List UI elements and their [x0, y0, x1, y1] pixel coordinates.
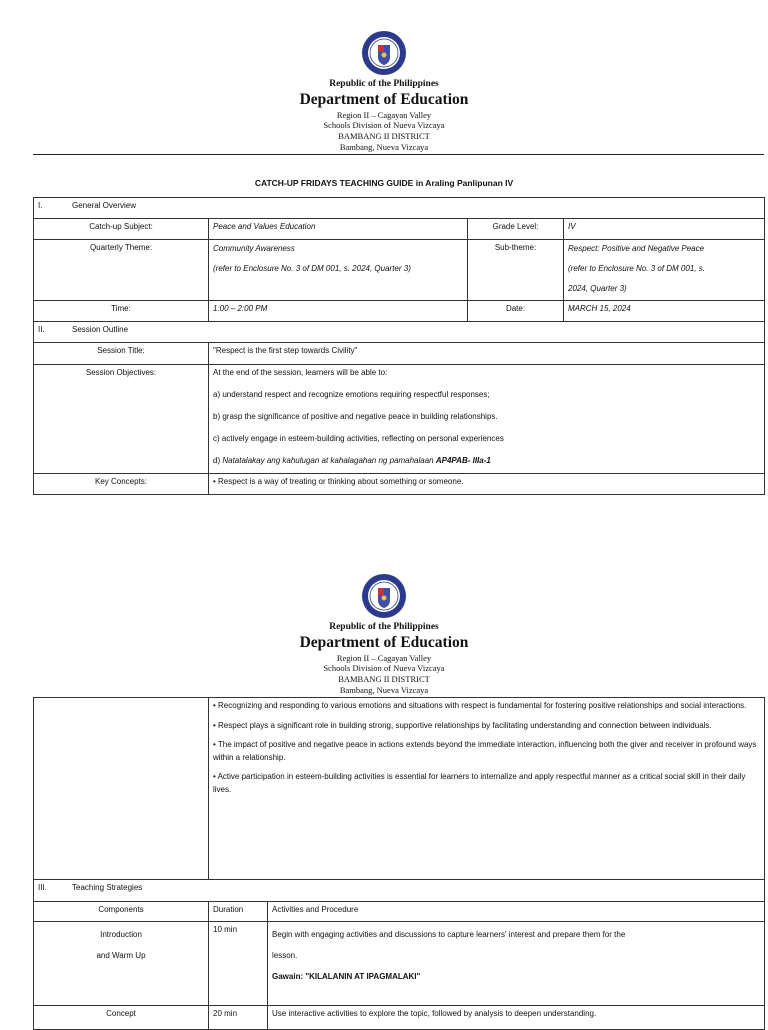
- section-header: [34, 322, 765, 343]
- district-line: BAMBANG II DISTRICT: [338, 131, 430, 141]
- objective-c: c) actively engage in esteem-building activities, reflecting on personal experiences: [213, 434, 504, 443]
- division-line: Schools Division of Nueva Vizcaya: [323, 120, 445, 130]
- time-value: 1:00 – 2:00 PM: [209, 301, 468, 322]
- location-line: Bambang, Nueva Vizcaya: [339, 142, 429, 152]
- section-title: General Overview: [72, 201, 137, 210]
- region-line: Region II – Cagayan Valley: [336, 110, 432, 120]
- intro-component-line-2: and Warm Up: [96, 951, 146, 960]
- deped-seal-icon: [361, 573, 407, 619]
- header-divider: [33, 154, 764, 155]
- grade-value: IV: [564, 219, 765, 240]
- key-concept-3: • Respect plays a significant role in building strong, supportive relationships by facilitating understanding and connection between individuals.: [213, 720, 712, 730]
- key-concept-4: • The impact of positive and negative peace in actions extends beyond the immediate interaction, influencing both the giver and receiver in profound ways within a relationship.: [213, 740, 757, 762]
- section-number: II.: [38, 325, 45, 334]
- key-concept-1: • Respect is a way of treating or thinking about something or someone.: [209, 474, 765, 495]
- section-title: Session Outline: [72, 325, 129, 334]
- intro-component: [34, 922, 209, 1006]
- republic-line: Republic of the Philippines: [329, 622, 439, 632]
- objective-b: b) grasp the significance of positive and negative peace in building relationships.: [213, 412, 498, 421]
- deped-seal-icon: [361, 30, 407, 76]
- date-label: Date:: [468, 301, 564, 322]
- key-concept-2: • Recognizing and responding to various emotions and situations with respect is fundamental for fostering positive relationships and social interactions.: [213, 701, 747, 710]
- objective-d-code: AP4PAB- IIIa-1: [435, 456, 491, 465]
- objective-d-text: Natatalakay ang kahulugan at kahalagahan ng pamahalaan: [222, 456, 434, 465]
- key-concepts-cell: [209, 698, 765, 880]
- duration-header: Duration: [209, 902, 268, 922]
- intro-activity-line-1: Begin with engaging activities and discussions to capture learners' interest and prepare them for the: [272, 930, 626, 939]
- objective-d-prefix: d): [213, 456, 223, 465]
- grade-label: Grade Level:: [468, 219, 564, 240]
- department-title: Department of Education: [299, 634, 469, 651]
- intro-duration: 10 min: [209, 922, 268, 1006]
- concept-activities: Use interactive activities to explore the topic, followed by analysis to deepen understanding.: [268, 1006, 765, 1030]
- continuation-table: [33, 697, 765, 1030]
- intro-activity-line-2: lesson.: [272, 951, 298, 960]
- subtheme-value: Respect: Positive and Negative Peace: [568, 244, 705, 253]
- guide-title: CATCH-UP FRIDAYS TEACHING GUIDE in Araling Panlipunan IV: [254, 178, 514, 188]
- department-title: Department of Education: [299, 91, 469, 108]
- session-title-label: Session Title:: [34, 343, 209, 365]
- concept-duration: 20 min: [209, 1006, 268, 1030]
- section-header: [34, 880, 765, 902]
- subtheme-reference-1: (refer to Enclosure No. 3 of DM 001, s.: [568, 264, 705, 273]
- division-line: Schools Division of Nueva Vizcaya: [323, 663, 445, 673]
- overview-table: [33, 197, 765, 495]
- components-header: Components: [34, 902, 209, 922]
- theme-reference: (refer to Enclosure No. 3 of DM 001, s. 2024, Quarter 3): [213, 264, 411, 273]
- time-label: Time:: [34, 301, 209, 322]
- intro-activities: [268, 922, 765, 1006]
- region-line: Region II – Cagayan Valley: [336, 653, 432, 663]
- objectives-cell: [209, 365, 765, 474]
- section-header: [34, 198, 765, 219]
- location-line: Bambang, Nueva Vizcaya: [339, 685, 429, 695]
- subject-label: Catch-up Subject:: [34, 219, 209, 240]
- subject-value: Peace and Values Education: [209, 219, 468, 240]
- key-concepts-label: Key Concepts:: [34, 474, 209, 495]
- objectives-label: Session Objectives:: [34, 365, 209, 474]
- intro-component-line-1: Introduction: [100, 930, 142, 939]
- subtheme-reference-2: 2024, Quarter 3): [568, 284, 627, 293]
- section-number: I.: [38, 201, 43, 210]
- section-number: III.: [38, 883, 47, 892]
- concept-component: Concept: [34, 1006, 209, 1030]
- theme-cell: [209, 240, 468, 301]
- republic-line: Republic of the Philippines: [329, 79, 439, 89]
- intro-activity-line-3: Gawain: "KILALANIN AT IPAGMALAKI": [272, 972, 421, 981]
- session-title-value: "Respect is the first step towards Civility": [209, 343, 765, 365]
- objectives-intro: At the end of the session, learners will be able to:: [213, 368, 388, 377]
- key-concept-5: • Active participation in esteem-building activities is essential for learners to internalize and apply respectful manner as a critical social skill in their daily lives.: [213, 772, 746, 794]
- activities-header: Activities and Procedure: [268, 902, 765, 922]
- key-concepts-empty-cell: [34, 698, 209, 880]
- objective-a: a) understand respect and recognize emotions requiring respectful responses;: [213, 390, 490, 399]
- section-title: Teaching Strategies: [72, 883, 143, 892]
- objective-d: [213, 455, 760, 471]
- theme-value: Community Awareness: [213, 244, 295, 253]
- subtheme-cell: [564, 240, 765, 301]
- subtheme-label: Sub-theme:: [468, 240, 564, 301]
- district-line: BAMBANG II DISTRICT: [338, 674, 430, 684]
- theme-label: Quarterly Theme:: [34, 240, 209, 301]
- date-value: MARCH 15, 2024: [564, 301, 765, 322]
